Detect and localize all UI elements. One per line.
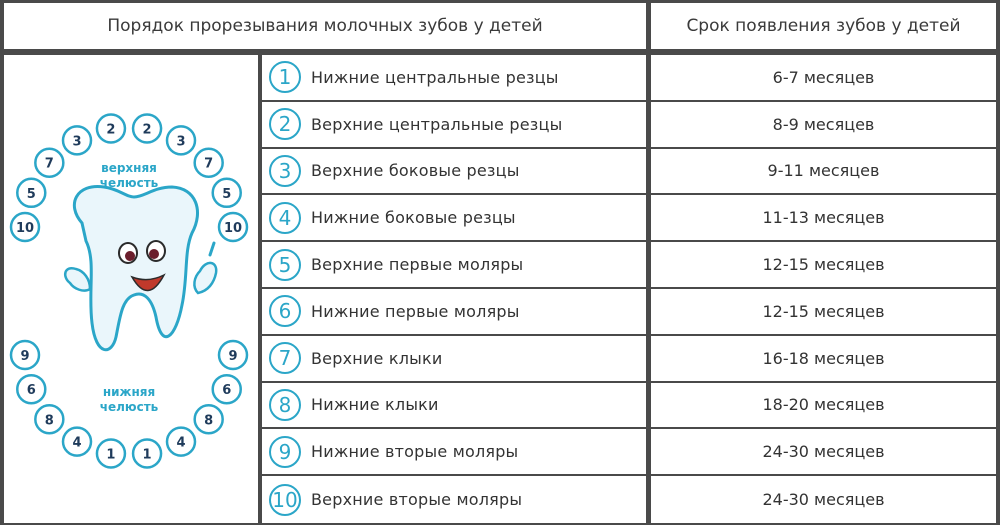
- tooth-number: 2: [106, 122, 116, 138]
- table-row: [262, 55, 646, 102]
- tooth-number: 1: [106, 447, 116, 463]
- tooth-number-badge: 5: [269, 249, 301, 281]
- tooth-number: 9: [20, 349, 30, 364]
- table-row: [262, 289, 646, 336]
- tooth-name: Верхние клыки: [311, 348, 443, 368]
- tooth-number-badge: 2: [269, 108, 301, 140]
- table-row: [262, 195, 646, 242]
- tooth-name: Нижние вторые моляры: [311, 442, 519, 462]
- tooth-name: Нижние первые моляры: [311, 301, 520, 321]
- table-row: [262, 429, 646, 476]
- eruption-term: 18-20 месяцев: [651, 383, 996, 430]
- tooth-number: 6: [222, 383, 232, 399]
- tooth-number-badge: 7: [269, 342, 301, 374]
- left-header: Порядок прорезывания молочных зубов у детей: [4, 3, 646, 49]
- table-row: [262, 383, 646, 430]
- eruption-term: 24-30 месяцев: [762, 490, 885, 510]
- tooth-number: 5: [26, 186, 36, 202]
- table-row: [262, 149, 646, 196]
- upper-jaw-label-2: челюсть: [99, 176, 159, 190]
- tooth-number-badge: 1: [269, 61, 301, 93]
- table-row: [262, 336, 646, 383]
- tooth-number: 8: [204, 413, 214, 429]
- right-header: Срок появления зубов у детей: [651, 3, 996, 49]
- tooth-name: Нижние клыки: [311, 395, 439, 415]
- tooth-number-badge: 6: [269, 295, 301, 327]
- eruption-term: 16-18 месяцев: [651, 336, 996, 383]
- tooth-name: Нижние центральные резцы: [311, 67, 559, 87]
- tooth-number: 7: [44, 156, 54, 172]
- tooth-number: 1: [142, 447, 152, 463]
- teeth-diagram-svg: [4, 55, 258, 523]
- tooth-number: 9: [228, 349, 238, 364]
- names-column: [262, 55, 646, 523]
- table-row: [262, 476, 646, 523]
- tooth-name: Верхние центральные резцы: [311, 114, 563, 134]
- tooth-number: 5: [222, 186, 232, 202]
- tooth-number-badge: 9: [269, 436, 301, 468]
- eruption-term: 12-15 месяцев: [651, 289, 996, 336]
- table-row: [262, 242, 646, 289]
- tooth-number: 3: [176, 134, 186, 150]
- eruption-term: 6-7 месяцев: [651, 55, 996, 102]
- tooth-number: 6: [26, 383, 36, 399]
- tooth-name: Нижние боковые резцы: [311, 208, 516, 228]
- eruption-term: 8-9 месяцев: [651, 102, 996, 149]
- tooth-number: 3: [72, 134, 82, 150]
- tooth-number: 10: [15, 221, 35, 236]
- table-row: [262, 102, 646, 149]
- eruption-term: 12-15 месяцев: [651, 242, 996, 289]
- tooth-number: 4: [72, 435, 82, 451]
- tooth-mascot-icon: [65, 187, 216, 350]
- eruption-term: 11-13 месяцев: [651, 195, 996, 242]
- tooth-number: 8: [44, 413, 54, 429]
- tooth-number: 4: [176, 435, 186, 451]
- tooth-number-badge: 10: [269, 484, 301, 516]
- lower-jaw-label-2: челюсть: [99, 400, 159, 414]
- tooth-name: Верхние вторые моляры: [311, 490, 523, 510]
- tooth-number: 2: [142, 122, 152, 138]
- tooth-number-badge: 4: [269, 202, 301, 234]
- upper-jaw-label-1: верхняя: [101, 161, 157, 175]
- tooth-number-badge: 8: [269, 389, 301, 421]
- eruption-term: 24-30 месяцев: [651, 429, 996, 476]
- eruption-term: 9-11 месяцев: [651, 149, 996, 196]
- tooth-name: Верхние боковые резцы: [311, 161, 520, 181]
- tooth-number: 7: [204, 156, 214, 172]
- tooth-name: Верхние первые моляры: [311, 255, 524, 275]
- terms-column: [651, 55, 996, 523]
- tooth-number-badge: 3: [269, 155, 301, 187]
- tooth-number: 10: [223, 221, 243, 236]
- teeth-diagram: [4, 55, 258, 523]
- lower-jaw-label-1: нижняя: [102, 385, 156, 399]
